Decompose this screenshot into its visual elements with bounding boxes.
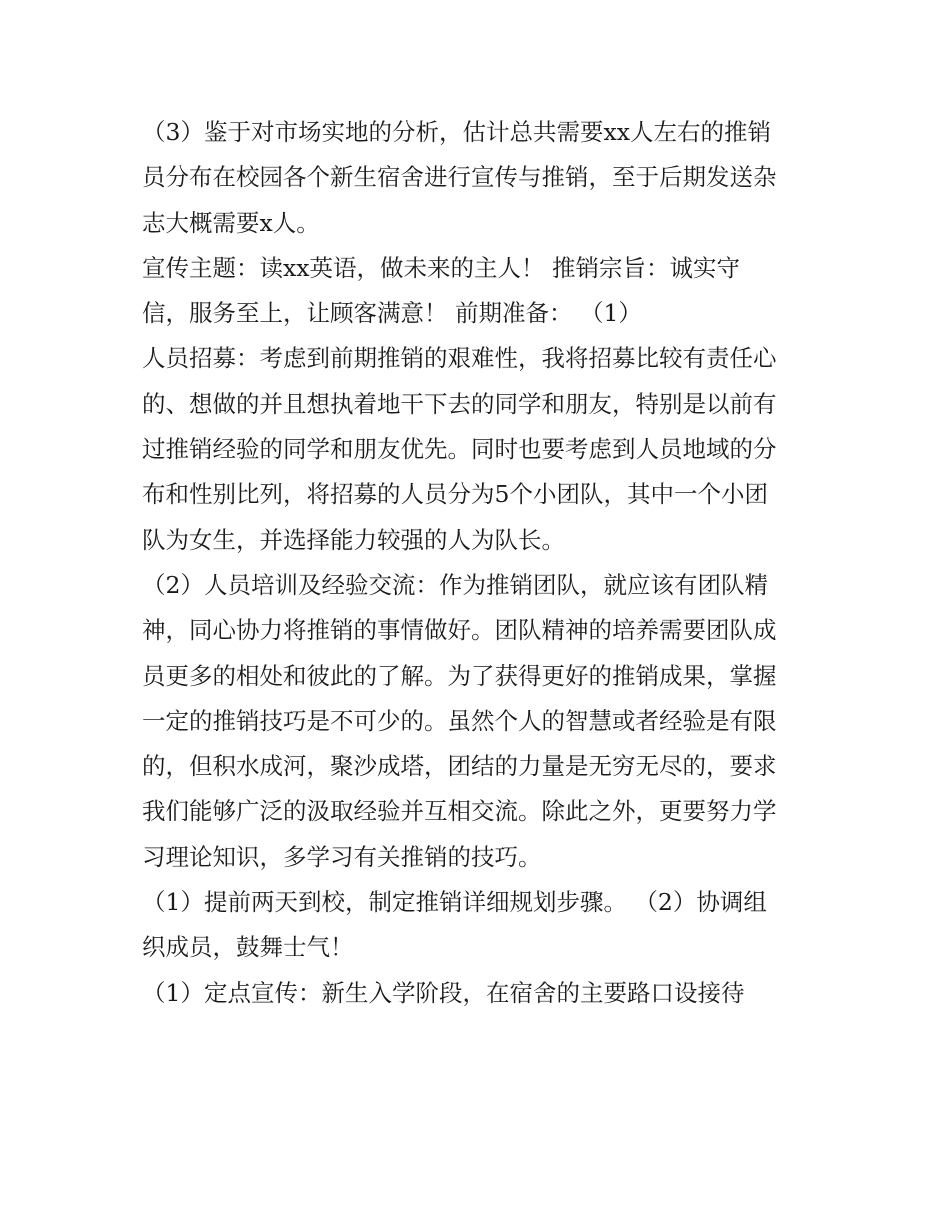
text-line: 我们能够广泛的汲取经验并互相交流。除此之外，更要努力学 [142, 797, 777, 826]
text-line: 信，服务至上，让顾客满意！ 前期准备： （1） [142, 299, 642, 328]
text-line: 员分布在校园各个新生宿舍进行宣传与推销，至于后期发送杂 [142, 163, 777, 192]
text-line: （1）提前两天到校，制定推销详细规划步骤。 （2）协调组 [142, 888, 767, 917]
text-line: （3）鉴于对市场实地的分析，估计总共需要xx人左右的推销 [142, 118, 771, 146]
text-line: （1）定点宣传：新生入学阶段，在宿舍的主要路口设接待 [142, 978, 745, 1007]
text-line: 的、想做的并且想执着地干下去的同学和朋友，特别是以前有 [142, 389, 777, 418]
text-line: 织成员，鼓舞士气！ [142, 933, 354, 962]
text-line: （2）人员培训及经验交流：作为推销团队，就应该有团队精 [142, 570, 768, 599]
text-line: 一定的推销技巧是不可少的。虽然个人的智慧或者经验是有限 [142, 706, 777, 735]
document-body [142, 110, 822, 1016]
text-line: 布和性别比列，将招募的人员分为5个小团队，其中一个小团 [142, 480, 768, 509]
text-line: 神，同心协力将推销的事情做好。团队精神的培养需要团队成 [142, 616, 777, 645]
text-line: 队为女生，并选择能力较强的人为队长。 [142, 525, 565, 554]
text-line: 习理论知识，多学习有关推销的技巧。 [142, 842, 542, 871]
text-line: 的，但积水成河，聚沙成塔，团结的力量是无穷无尽的，要求 [142, 752, 777, 781]
text-line: 过推销经验的同学和朋友优先。同时也要考虑到人员地域的分 [142, 435, 777, 464]
text-line: 人员招募：考虑到前期推销的艰难性，我将招募比较有责任心 [142, 344, 777, 373]
text-line: 志大概需要x人。 [142, 208, 320, 237]
text-line: 宣传主题：读xx英语，做未来的主人！ 推销宗旨：诚实守 [142, 253, 740, 282]
text-line: 员更多的相处和彼此的了解。为了获得更好的推销成果，掌握 [142, 661, 777, 690]
